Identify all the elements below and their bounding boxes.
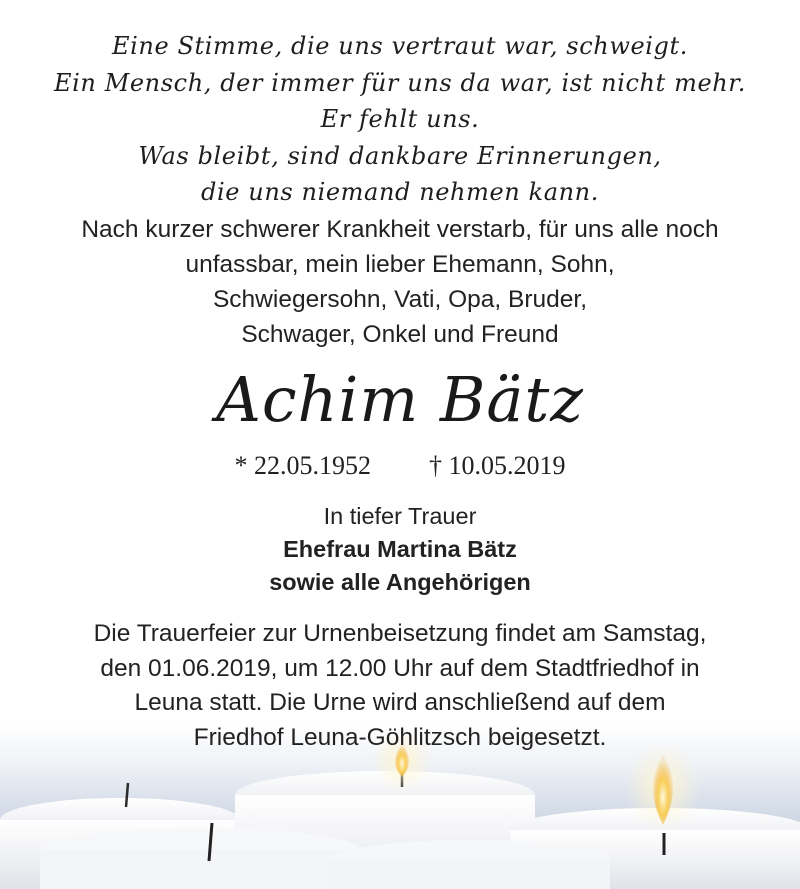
- birth-date: * 22.05.1952: [234, 451, 371, 480]
- announcement-line: Schwiegersohn, Vati, Opa, Bruder,: [212, 286, 588, 313]
- spouse-name: Ehefrau Martina Bätz: [283, 536, 517, 562]
- poem-line: Er fehlt uns.: [320, 105, 480, 133]
- relatives-line: sowie alle Angehörigen: [269, 569, 531, 595]
- service-line: Leuna statt. Die Urne wird anschließend auf dem: [134, 689, 666, 716]
- death-date: † 10.05.2019: [429, 451, 566, 480]
- life-dates: [0, 450, 800, 482]
- poem-line: Ein Mensch, der immer für uns da war, ist nicht mehr.: [54, 68, 746, 97]
- funeral-service-info: [0, 617, 800, 755]
- death-announcement: [0, 212, 800, 352]
- announcement-line: unfassbar, mein lieber Ehemann, Sohn,: [185, 251, 615, 278]
- service-line: den 01.06.2019, um 12.00 Uhr auf dem Stadtfriedhof in: [100, 654, 700, 682]
- poem-line: Eine Stimme, die uns vertraut war, schweigt.: [112, 32, 688, 60]
- announcement-line: Schwager, Onkel und Freund: [241, 321, 559, 348]
- service-line: Friedhof Leuna-Göhlitzsch beigesetzt.: [193, 723, 607, 751]
- poem-line: die uns niemand nehmen kann.: [201, 178, 599, 206]
- memorial-poem: [0, 28, 800, 211]
- service-line: Die Trauerfeier zur Urnenbeisetzung findet am Samstag,: [93, 620, 707, 647]
- mourners-block: [0, 500, 800, 599]
- announcement-line: Nach kurzer schwerer Krankheit verstarb, für uns alle noch: [81, 216, 719, 243]
- deceased-name: Achim Bätz: [216, 363, 584, 436]
- poem-line: Was bleibt, sind dankbare Erinnerungen,: [138, 141, 662, 170]
- mourning-intro: In tiefer Trauer: [323, 503, 477, 529]
